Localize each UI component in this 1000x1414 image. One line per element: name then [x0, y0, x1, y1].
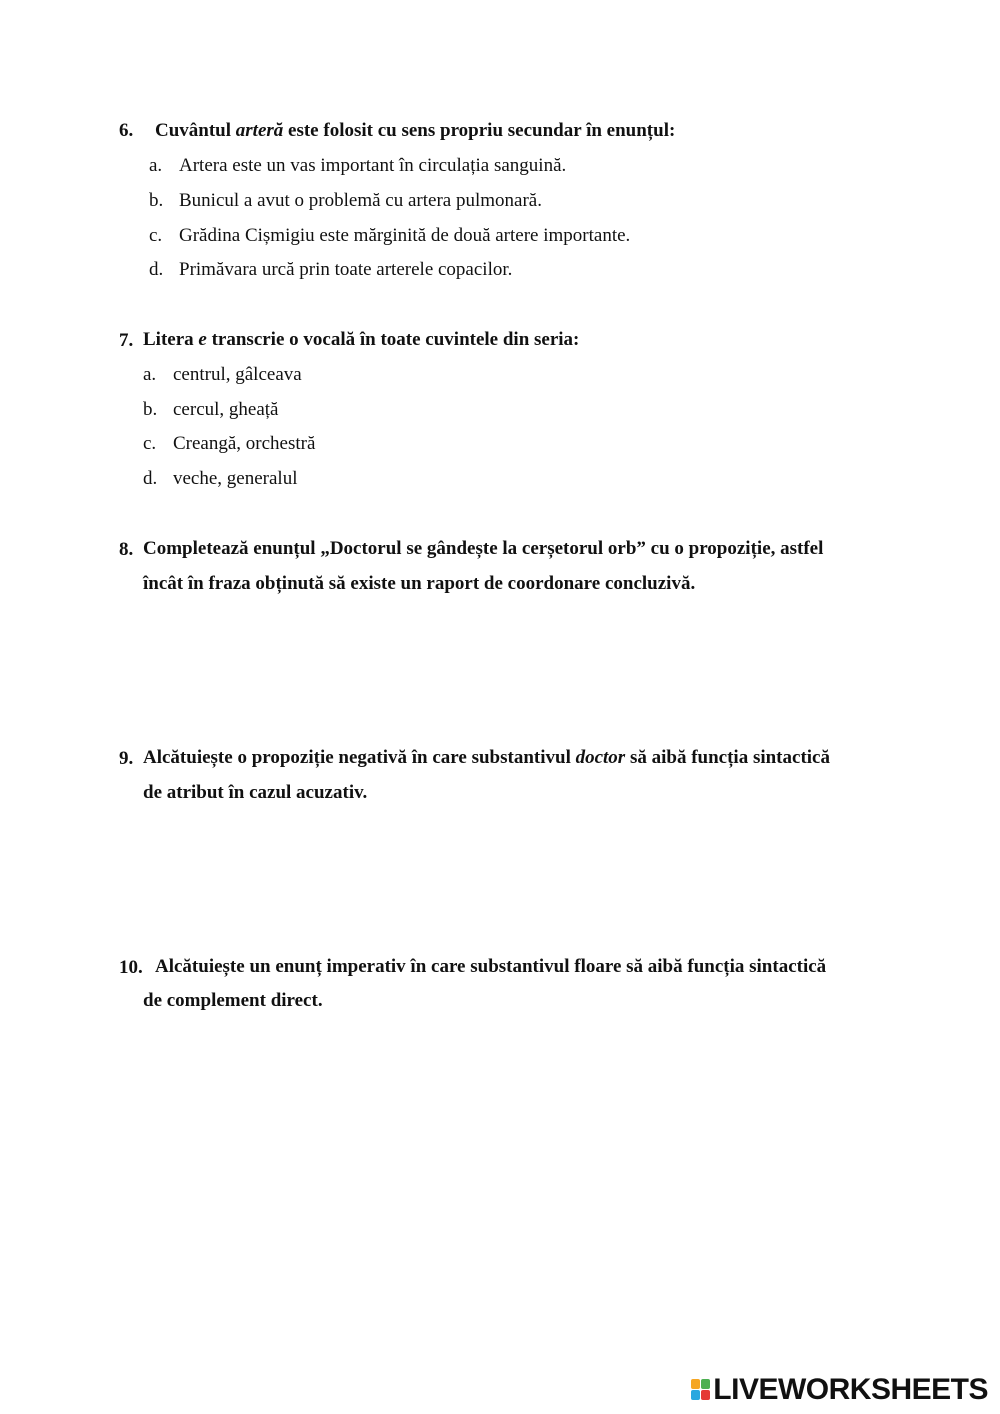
option-letter: d.: [149, 259, 164, 280]
stem-text: este folosit cu sens propriu secundar în enunțul:: [283, 120, 676, 141]
answer-area[interactable]: [143, 610, 881, 720]
option-a[interactable]: [143, 357, 302, 392]
option-letter: c.: [149, 225, 163, 246]
option-letter: a.: [149, 155, 163, 176]
option-letter: d.: [143, 468, 158, 489]
option-text: Grădina Cișmigiu este mărginită de două artere importante.: [179, 225, 631, 246]
option-letter: b.: [149, 190, 164, 211]
option-c[interactable]: [149, 218, 630, 253]
option-text: Bunicul a avut o problemă cu artera pulmonară.: [179, 190, 542, 211]
option-letter: c.: [143, 433, 157, 454]
question-number: 9.: [119, 748, 134, 769]
option-d[interactable]: [143, 461, 297, 496]
question-number: 10.: [119, 957, 143, 978]
stem-italic-word: doctor: [575, 747, 626, 768]
option-b[interactable]: [149, 183, 542, 218]
option-letter: a.: [143, 364, 157, 385]
question-stem-line-1: Completează enunțul „Doctorul se gândește la cerșetorul orb” cu o propoziție, astfel: [143, 538, 824, 559]
option-text: veche, generalul: [173, 468, 298, 489]
option-text: Primăvara urcă prin toate arterele copacilor.: [179, 259, 513, 280]
question-stem-line-2: de complement direct.: [143, 990, 323, 1011]
question-stem-line-2: încât în fraza obținută să existe un raport de coordonare concluzivă.: [143, 573, 696, 594]
stem-italic-word: e: [198, 329, 207, 350]
brand-name: LIVEWORKSHEETS: [713, 1373, 988, 1406]
question-stem: [155, 113, 675, 148]
option-text: centrul, gâlceava: [173, 364, 302, 385]
stem-text: Alcătuiește o propoziție negativă în care substantivul: [143, 747, 576, 768]
stem-text: Litera: [143, 329, 199, 350]
option-text: cercul, gheață: [173, 399, 279, 420]
option-b[interactable]: [143, 392, 278, 427]
option-d[interactable]: [149, 252, 512, 287]
question-stem-line-1: Alcătuiește un enunț imperativ în care substantivul floare să aibă funcția sintactică: [155, 956, 827, 977]
question-number: 6.: [119, 120, 134, 141]
option-c[interactable]: [143, 426, 315, 461]
question-number: 7.: [119, 330, 134, 351]
answer-area[interactable]: [143, 820, 881, 930]
question-number: 8.: [119, 539, 134, 560]
question-stem-line-1: [143, 740, 881, 775]
logo-mark-icon: [691, 1379, 711, 1401]
stem-text: transcrie o vocală în toate cuvintele din seria:: [206, 329, 580, 350]
question-stem-line-2: de atribut în cazul acuzativ.: [143, 782, 368, 803]
question-stem: [143, 322, 579, 357]
option-a[interactable]: [149, 148, 566, 183]
option-text: Artera este un vas important în circulația sanguină.: [179, 155, 567, 176]
stem-italic-word: arteră: [235, 120, 284, 141]
stem-text: să aibă funcția sintactică: [625, 747, 830, 768]
answer-area[interactable]: [143, 1030, 881, 1150]
stem-text: Cuvântul: [155, 120, 236, 141]
option-letter: b.: [143, 399, 158, 420]
liveworksheets-logo: [691, 1372, 988, 1408]
option-text: Creangă, orchestră: [173, 433, 316, 454]
